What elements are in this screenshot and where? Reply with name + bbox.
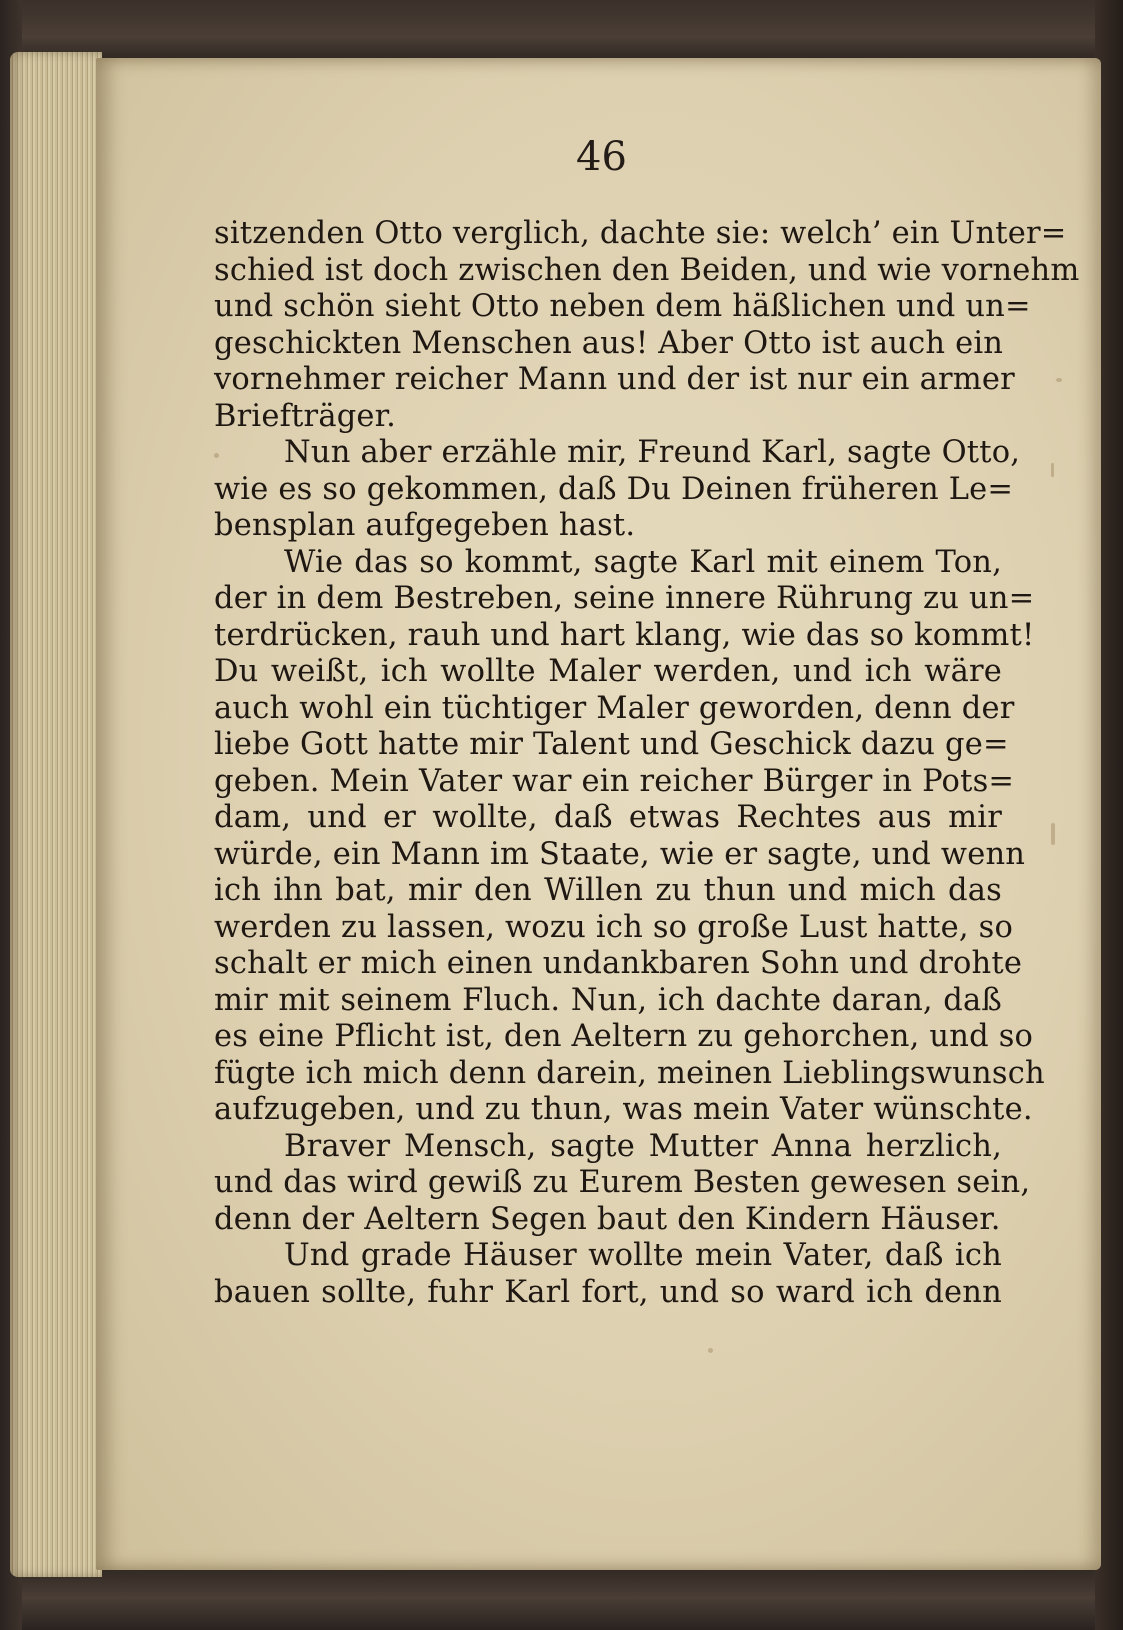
- text-line: aufzugeben, und zu thun, was mein Vater wünschte.: [214, 1092, 1033, 1127]
- text-line: und schön sieht Otto neben dem häßlichen und un=: [214, 289, 1031, 324]
- text-line: ich ihn bat, mir den Willen zu thun und mich das: [214, 873, 1002, 908]
- text-line: fügte ich mich denn darein, meinen Lieblingswunsch: [214, 1055, 1045, 1091]
- text-line: Braver Mensch, sagte Mutter Anna herzlich,: [284, 1128, 1002, 1164]
- text-line: bauen sollte, fuhr Karl fort, und so ward ich denn: [214, 1274, 1002, 1310]
- text-line: vornehmer reicher Mann und der ist nur ein armer: [214, 362, 1015, 397]
- text-line: Du weißt, ich wollte Maler werden, und ich wäre: [214, 654, 1002, 689]
- text-line: liebe Gott hatte mir Talent und Geschick dazu ge=: [214, 727, 1009, 762]
- text-line: bensplan aufgegeben hast.: [214, 508, 636, 543]
- text-line: der in dem Bestreben, seine innere Rührung zu un=: [214, 581, 1035, 616]
- text-line: geben. Mein Vater war ein reicher Bürger in Pots=: [214, 763, 1015, 799]
- text-line: schied ist doch zwischen den Beiden, und wie vornehm: [214, 252, 1080, 288]
- text-line: Wie das so kommt, sagte Karl mit einem Ton,: [284, 544, 1002, 580]
- text-line: es eine Pflicht ist, den Aeltern zu gehorchen, und so: [214, 1019, 1034, 1054]
- text-line: werden zu lassen, wozu ich so große Lust hatte, so: [214, 909, 1014, 945]
- book-cover-top-edge: [0, 0, 1123, 62]
- text-line: Und grade Häuser wollte mein Vater, daß ich: [284, 1238, 1002, 1273]
- page-stain: [1056, 378, 1062, 382]
- text-line: geschickten Menschen aus! Aber Otto ist auch ein: [214, 325, 1004, 361]
- text-line: sitzenden Otto verglich, dachte sie: welch’ ein Unter=: [214, 216, 1067, 251]
- text-line: schalt er mich einen undankbaren Sohn und drohte: [214, 946, 1023, 981]
- text-line: dam, und er wollte, daß etwas Rechtes aus mir: [214, 800, 1002, 835]
- text-line: wie es so gekommen, daß Du Deinen früheren Le=: [214, 471, 1014, 507]
- page-stain: [1051, 823, 1055, 845]
- text-line: Briefträger.: [214, 398, 397, 434]
- page-number: 46: [576, 134, 627, 180]
- text-line: denn der Aeltern Segen baut den Kindern Häuser.: [214, 1201, 1001, 1237]
- text-line: und das wird gewiß zu Eurem Besten gewesen sein,: [214, 1165, 1031, 1200]
- body-text: [214, 216, 1080, 1311]
- text-line: auch wohl ein tüchtiger Maler geworden, denn der: [214, 690, 1015, 726]
- page-stain: [708, 1348, 713, 1353]
- book-cover-bottom-edge: [0, 1565, 1123, 1630]
- text-line: Nun aber erzähle mir, Freund Karl, sagte Otto,: [284, 435, 1021, 470]
- text-line: mir mit seinem Fluch. Nun, ich dachte daran, daß: [214, 982, 1002, 1018]
- text-line: terdrücken, rauh und hart klang, wie das so kommt!: [214, 617, 1035, 653]
- page-stack-edges: [10, 52, 102, 1577]
- page-stain: [1051, 463, 1054, 477]
- text-line: würde, ein Mann im Staate, wie er sagte, und wenn: [214, 836, 1026, 872]
